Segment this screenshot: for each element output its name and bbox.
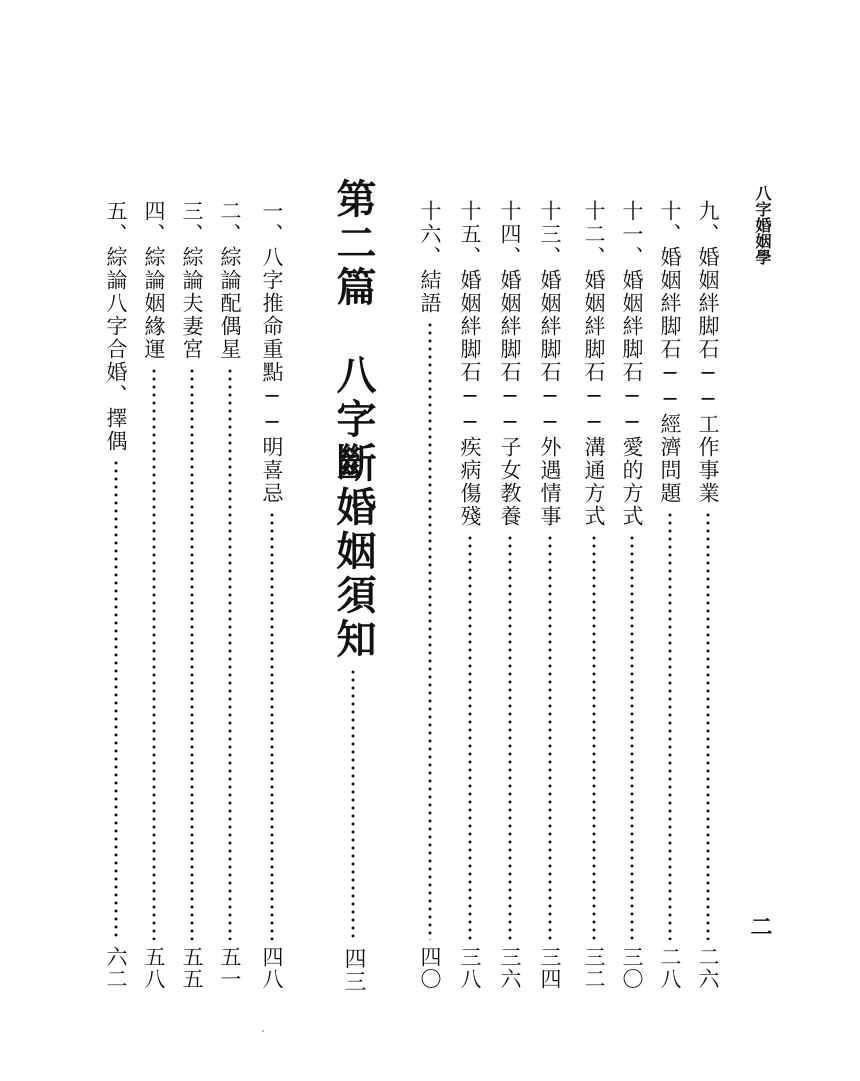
chapter-heading-label: 第二篇 八字斷婚姻須知 [330,178,377,662]
leader-dots [212,367,248,940]
toc-entry-page: 三〇 [620,946,644,990]
leader-dots [652,511,688,940]
toc-entry-page: 二八 [658,946,682,990]
toc-entry-label: 十二、婚姻絆脚石──溝通方式 [582,200,606,528]
toc-entry-13[interactable] [532,200,568,990]
toc-entry-label: 三、綜論夫妻宮 [180,200,204,361]
toc-chapter-entry-5[interactable] [98,200,134,990]
toc-entry-label: 十、婚姻絆脚石──經濟問題 [658,200,682,505]
leader-dots [174,367,210,940]
toc-entry-label: 十五、婚姻絆脚石──疾病傷殘 [458,200,482,528]
toc-entry-page: 三八 [458,946,482,990]
chapter-heading[interactable] [326,178,380,993]
scan-speck [262,1030,264,1032]
toc-entry-label: 十四、婚姻絆脚石──子女教養 [498,200,522,528]
toc-entry-page: 四八 [260,946,284,990]
toc-entry-10[interactable] [652,200,688,990]
toc-entry-page: 四〇 [418,946,442,990]
leader-dots [452,534,488,940]
leader-dots [98,459,134,940]
toc-entry-page: 三四 [538,946,562,990]
toc-entry-label: 十六、結語 [418,200,442,315]
leader-dots [690,511,726,940]
toc-chapter-entry-4[interactable] [136,200,172,990]
toc-entry-label: 一、八字推命重點──明喜忌 [260,200,284,505]
running-header-title: 八字婚姻學 [753,185,772,265]
toc-chapter-entry-3[interactable] [174,200,210,990]
leader-dots [412,321,448,940]
toc-entry-page: 六二 [104,946,128,990]
leader-dots [614,534,650,940]
toc-entry-11[interactable] [614,200,650,990]
leader-dots [136,367,172,940]
toc-chapter-entry-1[interactable] [254,200,290,990]
toc-entry-page: 五一 [218,946,242,990]
toc-entry-9[interactable] [690,200,726,990]
toc-chapter-entry-2[interactable] [212,200,248,990]
toc-entry-page: 三二 [582,946,606,990]
toc-entry-label: 四、綜論姻緣運 [142,200,166,361]
leader-dots [254,511,290,940]
toc-entry-12[interactable] [576,200,612,990]
page-number: 二 [747,915,773,937]
toc-entry-15[interactable] [452,200,488,990]
leader-dots [326,668,380,941]
toc-entry-14[interactable] [492,200,528,990]
toc-entry-page: 三六 [498,946,522,990]
toc-entry-page: 五五 [180,946,204,990]
toc-entry-page: 五八 [142,946,166,990]
toc-entry-page: 二六 [696,946,720,990]
toc-entry-16[interactable] [412,200,448,990]
leader-dots [532,534,568,940]
chapter-heading-page: 四三 [341,947,366,993]
toc-entry-label: 二、綜論配偶星 [218,200,242,361]
toc-entry-label: 五、綜論八字合婚、擇偶 [104,200,128,453]
leader-dots [576,534,612,940]
toc-entry-label: 十一、婚姻絆脚石──愛的方式 [620,200,644,528]
leader-dots [492,534,528,940]
toc-entry-label: 九、婚姻絆脚石──工作事業 [696,200,720,505]
toc-entry-label: 十三、婚姻絆脚石──外遇情事 [538,200,562,528]
